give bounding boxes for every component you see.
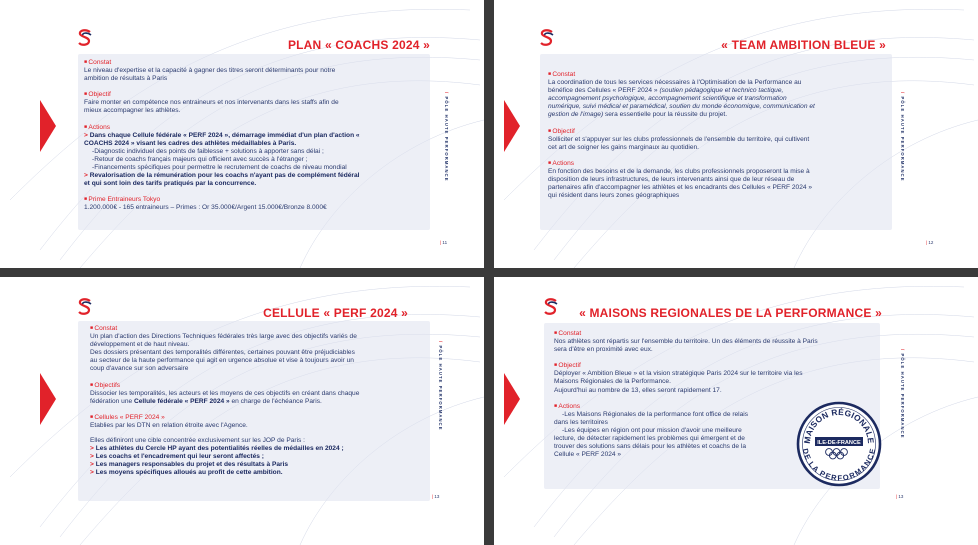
constat-line: coup d'avance sur son adversaire bbox=[90, 365, 189, 373]
action-line: COACHS 2024 » visant les cadres des athlètes médaillables à Paris. bbox=[84, 139, 297, 147]
red-triangle-icon bbox=[504, 100, 520, 152]
action-line: trouver des solutions sans délais pour les athlètes et coachs de la bbox=[554, 443, 747, 451]
slide-body bbox=[84, 58, 428, 213]
constat-line: bénéfice des Cellules « PERF 2024 » (soutien pédagogique et technico tactique, bbox=[548, 87, 784, 95]
slide-cellule-perf-2024 bbox=[0, 277, 484, 545]
slide-coachs-2024 bbox=[0, 0, 484, 268]
slide-title: « MAISONS REGIONALES DE LA PERFORMANCE » bbox=[579, 306, 882, 320]
action-line: -Les équipes en région ont pour mission d'avoir une meilleure bbox=[562, 426, 742, 434]
objectif-heading: ■ Objectif bbox=[84, 90, 428, 99]
constat-heading: ■ Constat bbox=[548, 70, 892, 79]
objectif-line: Solliciter et s'appuyer sur les clubs professionnels de l'ensemble du territoire, qui cultivent bbox=[548, 135, 810, 143]
objectif-line: Aujourd'hui au nombre de 13, elles seront rapidement 17. bbox=[554, 386, 722, 394]
objectif-line: mieux accompagner les athlètes. bbox=[84, 107, 181, 115]
slide-title: PLAN « COACHS 2024 » bbox=[287, 38, 430, 52]
page-number: | 13 bbox=[896, 494, 904, 499]
definition-line: Elles définiront une cible concentrée exclusivement sur les JOP de Paris : bbox=[90, 437, 306, 445]
target-item: > Les coachs et l'encadrement qui leur seront affectés ; bbox=[90, 453, 264, 461]
constat-line: Des dossiers présentant des temporalités différentes, certaines pouvant être préjudiciables bbox=[90, 349, 355, 357]
constat-heading: ■ Constat bbox=[90, 324, 434, 333]
constat-line: numérique, suivi médical et paramédical, soutien du monde économique, communication et bbox=[548, 103, 815, 111]
slide-body bbox=[90, 324, 434, 478]
s-logo-icon bbox=[538, 28, 556, 48]
constat-line: sera d'être en proximité avec eux. bbox=[554, 346, 653, 354]
action-line: > Dans chaque Cellule fédérale « PERF 2024 », démarrage immédiat d'un plan d'action « bbox=[84, 131, 360, 139]
page-number: | 11 bbox=[440, 240, 448, 245]
page-number: | 13 bbox=[432, 494, 440, 499]
badge-region-text: ILE-DE-FRANCE bbox=[817, 440, 861, 446]
action-line: -Financements spécifiques pour permettre le recrutement de coachs de niveau mondial bbox=[92, 164, 347, 172]
side-label: / PÔLE HAUTE PERFORMANCE bbox=[900, 92, 905, 182]
objectif-line: cet art de soigner les gains marginaux au quotidien. bbox=[548, 143, 700, 151]
constat-line: au secteur de la haute performance qui agit en urgence absolue et vise à toujours avoir un bbox=[90, 357, 354, 365]
constat-line: développement et de haut niveau. bbox=[90, 341, 190, 349]
slide-title: « TEAM AMBITION BLEUE » bbox=[721, 38, 886, 52]
actions-heading: ■ Actions bbox=[84, 123, 428, 132]
action-line: > Revalorisation de la rémunération pour les coachs n'ayant pas de complément fédéral bbox=[84, 172, 360, 180]
side-label: / PÔLE HAUTE PERFORMANCE bbox=[438, 341, 443, 431]
action-line: dans les territoires bbox=[554, 418, 608, 426]
action-line: -Diagnostic individuel des points de faiblesse + solutions à apporter sans délai ; bbox=[92, 147, 324, 155]
action-line: qui résident dans leurs zones géographiques bbox=[548, 192, 680, 200]
action-line: disposition de leurs infrastructures, de leurs intervenants ainsi que de leur réseau de bbox=[548, 176, 795, 184]
s-logo-icon bbox=[542, 297, 560, 317]
objectif-heading: ■ Objectif bbox=[548, 127, 892, 136]
badge-top-text: MAISON RÉGIONALE bbox=[801, 406, 877, 445]
slide-body bbox=[548, 70, 892, 200]
objectifs-line: fédération une Cellule fédérale « PERF 2024 » en charge de l'échéance Paris. bbox=[90, 397, 322, 405]
objectif-heading: ■ Objectif bbox=[554, 361, 874, 370]
side-label: / PÔLE HAUTE PERFORMANCE bbox=[444, 92, 449, 182]
actions-heading: ■ Actions bbox=[548, 159, 892, 168]
action-line: partenaires afin d'accompagner les athlètes et les encadrants des Cellules « PERF 2024 » bbox=[548, 184, 813, 192]
constat-heading: ■ Constat bbox=[84, 58, 428, 67]
target-item: > Les managers responsables du projet et des résultats à Paris bbox=[90, 461, 289, 469]
maison-regionale-badge bbox=[796, 401, 882, 487]
slide-team-ambition-bleue bbox=[494, 0, 978, 268]
constat-line: ambition de résultats à Paris bbox=[84, 75, 168, 83]
constat-heading: ■ Constat bbox=[554, 329, 874, 338]
action-line: lecture, de détecter rapidement les problèmes qui émergent et de bbox=[554, 435, 745, 443]
red-triangle-icon bbox=[504, 373, 520, 425]
prime-line: 1.200.000€ - 165 entraineurs – Primes : Or 35.000€/Argent 15.000€/Bronze 8.000€ bbox=[84, 204, 327, 212]
target-item: > Les moyens spécifiques alloués au profit de cette ambition. bbox=[90, 469, 283, 477]
objectif-line: Faire monter en compétence nos entraineurs et nos intervenants dans les staffs afin de bbox=[84, 99, 339, 107]
action-line: En fonction des besoins et de la demande, les clubs professionnels proposeront la mise à bbox=[548, 167, 810, 175]
target-item: > Les athlètes du Cercle HP ayant des potentialités réelles de médailles en 2024 ; bbox=[90, 445, 344, 453]
action-line: -Les Maisons Régionales de la performance font office de relais bbox=[562, 410, 749, 418]
slide-title: CELLULE « PERF 2024 » bbox=[263, 306, 408, 320]
constat-line: Nos athlètes sont répartis sur l'ensemble du territoire. Un des éléments de réussite à Paris bbox=[554, 338, 818, 346]
constat-line: Le niveau d'expertise et la capacité à gagner des titres seront déterminants pour notre bbox=[84, 67, 336, 75]
s-logo-icon bbox=[76, 28, 94, 48]
red-triangle-icon bbox=[40, 100, 56, 152]
action-line: Cellule « PERF 2024 » bbox=[554, 451, 622, 459]
side-label: / PÔLE HAUTE PERFORMANCE bbox=[900, 349, 905, 439]
prime-heading: ■ Prime Entraineurs Tokyo bbox=[84, 195, 428, 204]
objectifs-heading: ■ Objectifs bbox=[90, 381, 434, 390]
action-line: -Retour de coachs français majeurs qui officient avec succès à l'étranger ; bbox=[92, 155, 308, 163]
constat-line: accompagnement psychologique, accompagnement scientifique et transformation bbox=[548, 95, 787, 103]
cellules-heading: ■ Cellules « PERF 2024 » bbox=[90, 413, 434, 422]
red-triangle-icon bbox=[40, 373, 56, 425]
constat-line: La coordination de tous les services nécessaires à l'Optimisation de la Performance au bbox=[548, 79, 802, 87]
s-logo-icon bbox=[76, 297, 94, 317]
constat-line: gestion de l'image) sera essentielle pour la réussite du projet. bbox=[548, 111, 728, 119]
objectifs-line: Dissocier les temporalités, les acteurs et les moyens de ces objectifs en créant dans chaque bbox=[90, 389, 360, 397]
cellules-line: Etablies par les DTN en relation étroite avec l'Agence. bbox=[90, 421, 248, 429]
objectif-line: Maisons Régionales de la Performance. bbox=[554, 378, 671, 386]
actions-heading: ■ Actions bbox=[554, 402, 874, 411]
constat-line: Un plan d'action des Directions Techniques fédérales très large avec des objectifs variés de bbox=[90, 333, 357, 341]
slide-maisons-regionales bbox=[494, 277, 978, 545]
page-number: | 12 bbox=[926, 240, 934, 245]
action-line: et qui sont loin des tarifs pratiqués par la concurrence. bbox=[84, 180, 257, 188]
badge-bottom-text: DE LA PERFORMANCE bbox=[800, 447, 878, 483]
objectif-line: Déployer « Ambition Bleue » et la vision stratégique Paris 2024 sur le territoire via les bbox=[554, 370, 803, 378]
